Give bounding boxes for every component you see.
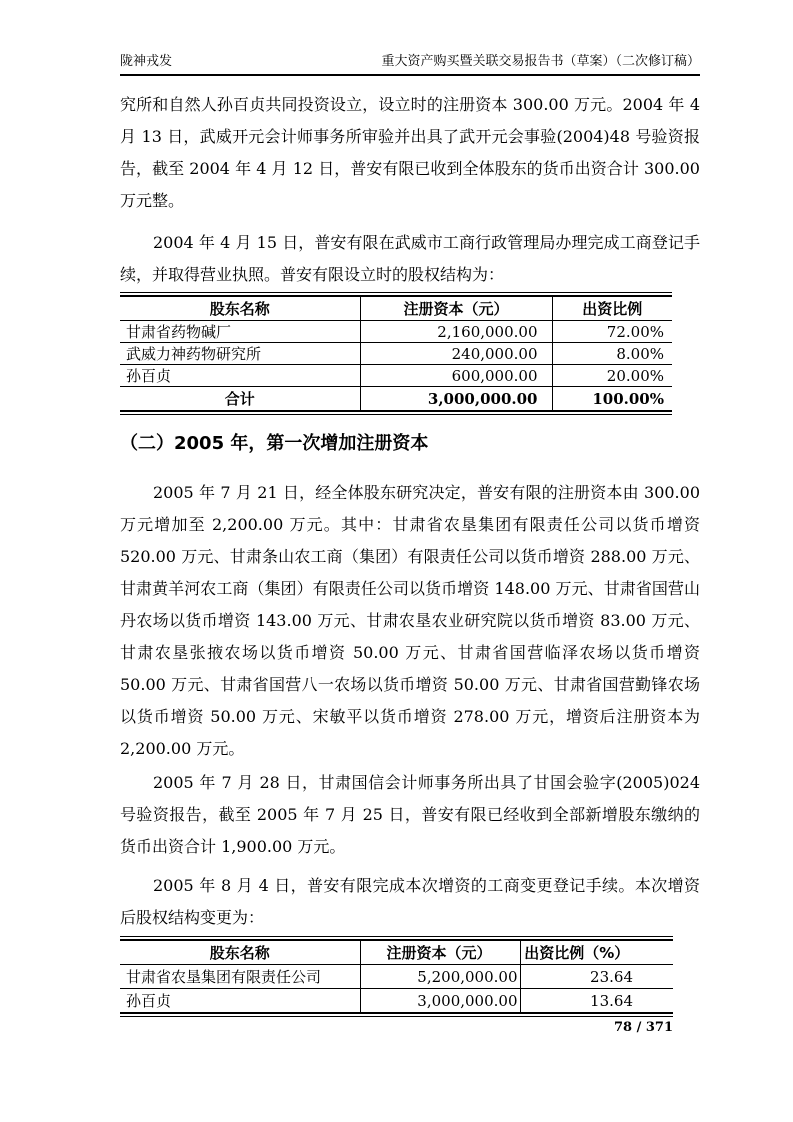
shareholder-name-cell: 甘肃省药物碱厂 bbox=[120, 321, 360, 343]
table-row bbox=[120, 343, 672, 365]
table-header-row bbox=[120, 940, 673, 965]
column-header-shareholder: 股东名称 bbox=[120, 296, 360, 321]
paragraph-registration-change: 2005 年 8 月 4 日，普安有限完成本次增资的工商变更登记手续。本次增资后股权结构变更为： bbox=[120, 876, 700, 927]
total-ratio-cell: 100.00% bbox=[592, 389, 664, 408]
table-row bbox=[120, 365, 672, 387]
doc-full-title: 重大资产购买暨关联交易报告书（草案）（二次修订稿） bbox=[381, 54, 700, 69]
registered-capital-cell: 240,000.00 bbox=[360, 343, 552, 365]
table-row bbox=[120, 321, 672, 343]
contribution-ratio-cell: 13.64 bbox=[590, 991, 633, 1010]
shareholder-name-cell: 孙百贞 bbox=[120, 989, 360, 1014]
page-number: 78 / 371 bbox=[613, 1020, 673, 1035]
column-header-capital: 注册资本（元） bbox=[360, 296, 552, 321]
equity-table-after-increase bbox=[120, 936, 673, 1017]
registered-capital-cell: 600,000.00 bbox=[360, 365, 552, 387]
registered-capital-cell: 3,000,000.00 bbox=[360, 989, 520, 1014]
paragraph-registration: 2004 年 4 月 15 日，普安有限在武威市工商行政管理局办理完成工商登记手续，并取得营业执照。普安有限设立时的股权结构为： bbox=[120, 233, 700, 284]
paragraph-capital-increase-detail: 2005 年 7 月 21 日，经全体股东研究决定，普安有限的注册资本由 300.00 万元增加至 2,200.00 万元。其中：甘肃省农垦集团有限责任公司以货币增资 520.00 万元、甘肃条山农工商（集团）有限责任公司以货币增资 288.00 万元、甘肃黄羊河农工商（集团）有限责任公司以货币增资 148.00 万元、甘肃省国营山丹农场以货币增资 143.00 万元、甘肃农垦农业研究院以货币增资 83.00 万元、甘肃农垦张掖农场以货币增资 50.00 万元、甘肃省国营临泽农场以货币增资 50.00 万元、甘肃省国营八一农场以货币增资 50.00 万元、甘肃省国营勤锋农场以货币增资 50.00 万元、宋敏平以货币增资 278.00 万元，增资后注册资本为 2,200.00 万元。 bbox=[120, 483, 700, 758]
page-header bbox=[120, 50, 700, 76]
table-total-row bbox=[120, 387, 672, 412]
paragraph-establishment: 究所和自然人孙百贞共同投资设立，设立时的注册资本 300.00 万元。2004 年 4 月 13 日，武威开元会计师事务所审验并出具了武开元会事验(2004)48 号验资报告，截至 2004 年 4 月 12 日，普安有限已收到全体股东的货币出资合计 300.00 万元整。 bbox=[120, 95, 700, 210]
registered-capital-cell: 5,200,000.00 bbox=[360, 965, 520, 989]
column-header-capital: 注册资本（元） bbox=[360, 940, 520, 965]
section-heading-2005-capital-increase: （二）2005 年，第一次增加注册资本 bbox=[120, 433, 429, 454]
column-header-ratio: 出资比例 bbox=[552, 296, 672, 321]
shareholder-name-cell: 孙百贞 bbox=[120, 365, 360, 387]
contribution-ratio-cell: 23.64 bbox=[520, 965, 673, 989]
registered-capital-cell: 2,160,000.00 bbox=[360, 321, 552, 343]
equity-table-establishment bbox=[120, 292, 672, 415]
contribution-ratio-cell: 8.00% bbox=[552, 343, 672, 365]
total-label-cell: 合计 bbox=[120, 387, 360, 412]
column-header-ratio: 出资比例（%） bbox=[520, 940, 673, 965]
total-capital-cell: 3,000,000.00 bbox=[360, 387, 552, 412]
column-header-shareholder: 股东名称 bbox=[120, 940, 360, 965]
table-header-row bbox=[120, 296, 672, 321]
contribution-ratio-cell: 72.00% bbox=[552, 321, 672, 343]
contribution-ratio-cell: 20.00% bbox=[552, 365, 672, 387]
shareholder-name-cell: 甘肃省农垦集团有限责任公司 bbox=[120, 965, 360, 989]
table-row bbox=[120, 965, 673, 989]
paragraph-capital-verification: 2005 年 7 月 28 日，甘肃国信会计师事务所出具了甘国会验字(2005)024 号验资报告，截至 2005 年 7 月 25 日，普安有限已经收到全部新增股东缴纳的货币出资合计 1,900.00 万元。 bbox=[120, 773, 700, 856]
table-row bbox=[120, 989, 673, 1014]
doc-short-title: 陇神戎发 bbox=[120, 54, 173, 69]
shareholder-name-cell: 武威力神药物研究所 bbox=[120, 343, 360, 365]
